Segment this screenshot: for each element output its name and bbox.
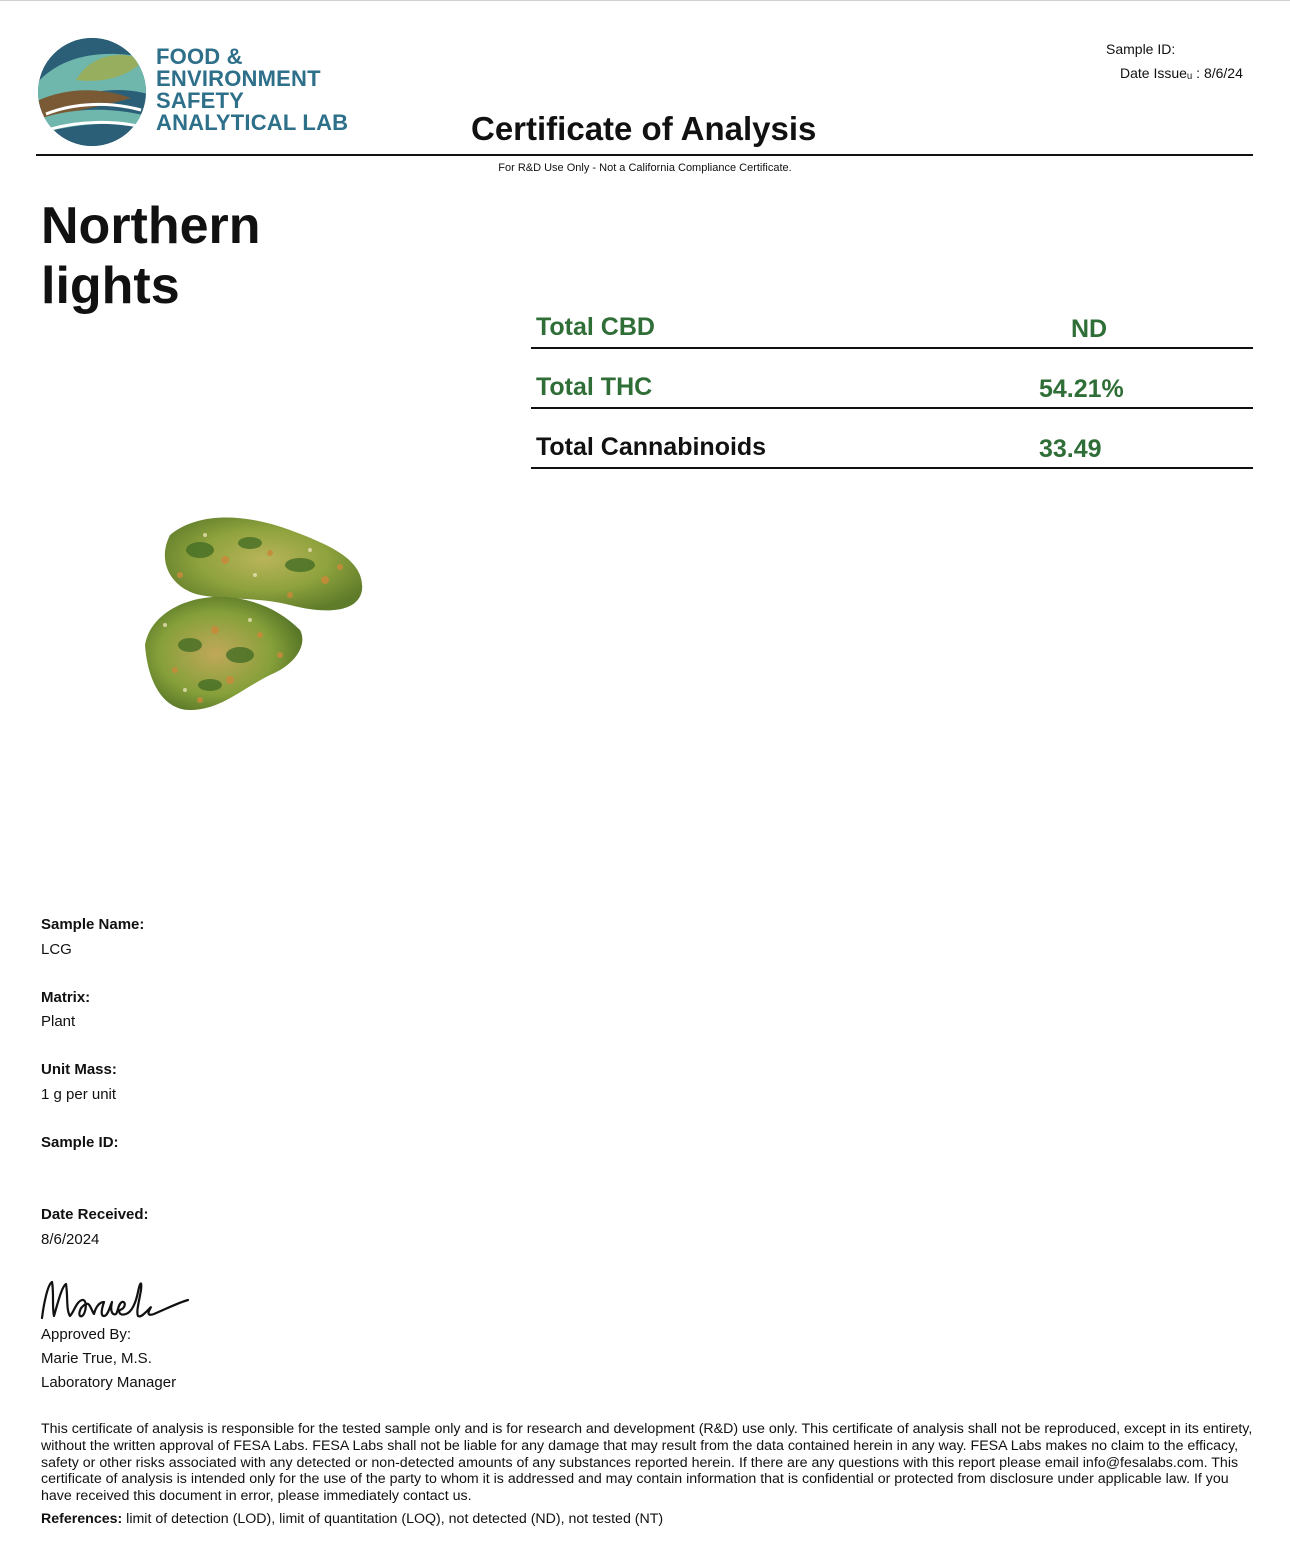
header-divider <box>36 154 1253 156</box>
page-top-border <box>0 0 1290 1</box>
date-received-value: 8/6/2024 <box>41 1231 100 1248</box>
lab-name-line-1: FOOD & <box>156 44 243 69</box>
summary-row-total-cbd <box>531 306 1253 366</box>
summary-value: ND <box>1071 315 1108 343</box>
product-name: Northern lights <box>41 197 261 315</box>
lab-name-line-3: SAFETY <box>156 88 244 113</box>
date-received-label: Date Received: <box>41 1206 149 1223</box>
sample-name-value: LCG <box>41 941 72 958</box>
lab-name <box>156 46 356 134</box>
summary-label: Total Cannabinoids <box>536 433 767 461</box>
summary-label: Total THC <box>536 373 653 401</box>
cannabinoid-summary <box>531 306 1253 486</box>
compliance-disclaimer: For R&D Use Only - Not a California Compliance Certificate. <box>498 162 792 174</box>
summary-row-total-cannabinoids <box>531 426 1253 486</box>
header-date-issued: Date Issueᵤ : 8/6/24 <box>1120 65 1243 81</box>
lab-name-line-2: ENVIRONMENT <box>156 66 321 91</box>
summary-label: Total CBD <box>536 313 655 341</box>
lab-name-line-4: ANALYTICAL LAB <box>156 110 349 135</box>
references-text: limit of detection (LOD), limit of quantitation (LOQ), not detected (ND), not tested (NT) <box>122 1511 664 1527</box>
handwritten-signature <box>38 1272 193 1328</box>
document-title: Certificate of Analysis <box>471 110 817 147</box>
summary-value: 54.21% <box>1039 375 1124 403</box>
header-sample-id: Sample ID: <box>1106 41 1176 57</box>
references <box>41 1511 663 1527</box>
unit-mass-value: 1 g per unit <box>41 1086 117 1103</box>
cannabis-flower-image <box>130 505 375 720</box>
summary-row-total-thc <box>531 366 1253 426</box>
lab-logo <box>36 36 356 152</box>
sample-id-label: Sample ID: <box>41 1134 119 1151</box>
wave-circle-logo-icon <box>36 36 148 148</box>
matrix-value: Plant <box>41 1013 76 1030</box>
approved-by-label: Approved By: <box>41 1326 132 1343</box>
legal-disclaimer: This certificate of analysis is responsible for the tested sample only and is for research and development (R&D) use only. This certificate of analysis shall not be reproduced, except in its entirety, without the written approval of FESA Labs. FESA Labs shall not be liable for any damage that may result from the data contained herein in any way. FESA Labs makes no claim to the efficacy, safety or other risks associated with any detected or non-detected amounts of any substances reported herein. If there are any questions with this report please email info@fesalabs.com. This certificate of analysis is intended only for the use of the party to whom it is addressed and may contain information that is confidential or protected from disclosure under applicable law. If you have received this document in error, please immediately contact us. <box>41 1421 1253 1505</box>
references-label: References: <box>41 1511 123 1527</box>
sample-name-label: Sample Name: <box>41 916 145 933</box>
approver-name: Marie True, M.S. <box>41 1350 152 1367</box>
approver-title: Laboratory Manager <box>41 1374 177 1391</box>
summary-value: 33.49 <box>1039 435 1102 463</box>
matrix-label: Matrix: <box>41 989 91 1006</box>
unit-mass-label: Unit Mass: <box>41 1061 117 1078</box>
